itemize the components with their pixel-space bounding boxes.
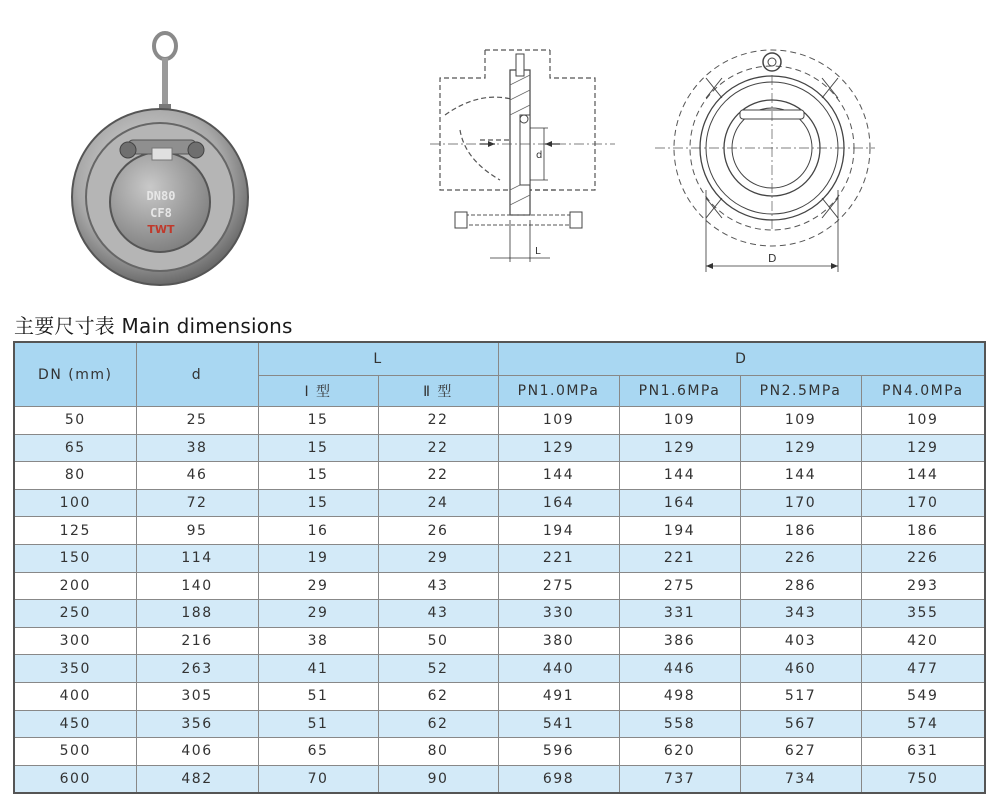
cell-d-pn25: 226 [740,544,861,572]
main-dimensions-table [13,341,986,794]
table-row [14,572,985,600]
cell-dn: 600 [14,765,136,793]
header-D-pn25: PN2.5MPa [740,376,861,407]
photo-mark-brand: TWT [147,223,175,236]
cell-l-type-2: 22 [378,434,498,462]
cell-dn: 125 [14,517,136,545]
cell-d: 406 [136,738,258,766]
table-heading: 主要尺寸表 Main dimensions [14,314,293,338]
table-row [14,655,985,683]
cell-l-type-2: 29 [378,544,498,572]
cell-d-pn25: 109 [740,407,861,435]
front-view-drawing [650,40,880,280]
cell-d-pn25: 129 [740,434,861,462]
header-D-pn10: PN1.0MPa [498,376,619,407]
cell-d-pn40: 226 [861,544,985,572]
cell-l-type-2: 90 [378,765,498,793]
cell-dn: 150 [14,544,136,572]
cell-d-pn10: 144 [498,462,619,490]
cell-d-pn16: 331 [619,600,740,628]
cell-d-pn16: 144 [619,462,740,490]
cell-d-pn10: 491 [498,682,619,710]
cell-l-type-1: 15 [258,434,378,462]
cell-d: 46 [136,462,258,490]
header-L-type-2: Ⅱ 型 [378,376,498,407]
cell-d-pn16: 275 [619,572,740,600]
cell-d-pn25: 170 [740,489,861,517]
cell-d-pn25: 517 [740,682,861,710]
header-d: d [136,342,258,407]
header-L-type-1: Ⅰ 型 [258,376,378,407]
cell-d-pn10: 194 [498,517,619,545]
cell-d: 38 [136,434,258,462]
cell-d-pn16: 109 [619,407,740,435]
cell-d: 305 [136,682,258,710]
cell-l-type-1: 15 [258,462,378,490]
cell-d-pn10: 440 [498,655,619,683]
cell-d: 114 [136,544,258,572]
cell-d-pn16: 386 [619,627,740,655]
cell-d-pn25: 567 [740,710,861,738]
table-row [14,682,985,710]
cell-l-type-2: 43 [378,600,498,628]
header-D-pn40: PN4.0MPa [861,376,985,407]
cell-d-pn40: 750 [861,765,985,793]
cell-d-pn25: 627 [740,738,861,766]
cell-d: 216 [136,627,258,655]
cell-d: 72 [136,489,258,517]
cell-d-pn25: 144 [740,462,861,490]
photo-mark-size: DN80 [146,189,176,203]
cell-l-type-1: 38 [258,627,378,655]
cell-dn: 100 [14,489,136,517]
cell-l-type-2: 22 [378,462,498,490]
cell-dn: 300 [14,627,136,655]
cell-d-pn10: 164 [498,489,619,517]
table-row [14,462,985,490]
section-dim-l-label: L [535,246,541,257]
cell-d-pn40: 420 [861,627,985,655]
cell-d-pn40: 129 [861,434,985,462]
cell-l-type-1: 51 [258,710,378,738]
cell-d-pn16: 558 [619,710,740,738]
cell-dn: 200 [14,572,136,600]
cell-d-pn25: 343 [740,600,861,628]
cell-d-pn16: 221 [619,544,740,572]
cell-l-type-1: 29 [258,600,378,628]
header-L: L [258,342,498,376]
table-row [14,710,985,738]
header-D-pn16: PN1.6MPa [619,376,740,407]
cell-dn: 450 [14,710,136,738]
cell-d: 95 [136,517,258,545]
cell-d: 25 [136,407,258,435]
cell-d-pn10: 275 [498,572,619,600]
table-row [14,489,985,517]
cell-l-type-2: 43 [378,572,498,600]
cell-l-type-1: 15 [258,489,378,517]
cell-l-type-2: 22 [378,407,498,435]
front-dim-d-label: D [768,252,777,265]
cell-d-pn10: 380 [498,627,619,655]
cell-d-pn16: 620 [619,738,740,766]
cell-d-pn16: 498 [619,682,740,710]
section-dim-d-label: d [536,150,543,161]
cell-d-pn40: 477 [861,655,985,683]
table-row [14,600,985,628]
table-row [14,434,985,462]
photo-mark-material: CF8 [150,206,172,220]
cell-d-pn40: 144 [861,462,985,490]
header-dn: DN (mm) [14,342,136,407]
header-row-1 [14,342,985,376]
cell-d-pn10: 698 [498,765,619,793]
cell-d: 482 [136,765,258,793]
cell-l-type-2: 80 [378,738,498,766]
cell-l-type-1: 15 [258,407,378,435]
cell-l-type-1: 51 [258,682,378,710]
cell-d-pn10: 541 [498,710,619,738]
cell-dn: 250 [14,600,136,628]
cell-d: 188 [136,600,258,628]
cell-d-pn10: 330 [498,600,619,628]
cell-dn: 65 [14,434,136,462]
cell-l-type-2: 26 [378,517,498,545]
cell-dn: 50 [14,407,136,435]
section-view-drawing [420,40,620,270]
cell-d-pn16: 194 [619,517,740,545]
cell-l-type-1: 41 [258,655,378,683]
cell-d-pn16: 446 [619,655,740,683]
table-row [14,627,985,655]
cell-dn: 400 [14,682,136,710]
cell-d-pn40: 109 [861,407,985,435]
table-body [14,407,985,794]
cell-l-type-2: 50 [378,627,498,655]
cell-d-pn40: 574 [861,710,985,738]
cell-l-type-1: 70 [258,765,378,793]
cell-d: 140 [136,572,258,600]
cell-l-type-2: 62 [378,710,498,738]
cell-d-pn40: 631 [861,738,985,766]
cell-d-pn16: 129 [619,434,740,462]
header-D: D [498,342,985,376]
cell-dn: 500 [14,738,136,766]
cell-d-pn25: 734 [740,765,861,793]
cell-d: 263 [136,655,258,683]
cell-d-pn40: 355 [861,600,985,628]
cell-d-pn10: 129 [498,434,619,462]
cell-l-type-1: 65 [258,738,378,766]
cell-l-type-2: 62 [378,682,498,710]
cell-l-type-1: 16 [258,517,378,545]
cell-d-pn25: 403 [740,627,861,655]
cell-dn: 80 [14,462,136,490]
table-row [14,407,985,435]
cell-d-pn16: 164 [619,489,740,517]
cell-dn: 350 [14,655,136,683]
table-row [14,765,985,793]
cell-d-pn40: 186 [861,517,985,545]
cell-d-pn40: 170 [861,489,985,517]
product-figures [0,0,1000,300]
cell-l-type-2: 24 [378,489,498,517]
cell-d: 356 [136,710,258,738]
cell-d-pn10: 109 [498,407,619,435]
cell-l-type-2: 52 [378,655,498,683]
cell-l-type-1: 29 [258,572,378,600]
valve-photo [60,22,260,292]
cell-l-type-1: 19 [258,544,378,572]
cell-d-pn40: 549 [861,682,985,710]
cell-d-pn10: 596 [498,738,619,766]
cell-d-pn25: 286 [740,572,861,600]
cell-d-pn25: 460 [740,655,861,683]
cell-d-pn40: 293 [861,572,985,600]
table-row [14,517,985,545]
cell-d-pn16: 737 [619,765,740,793]
cell-d-pn10: 221 [498,544,619,572]
table-row [14,544,985,572]
cell-d-pn25: 186 [740,517,861,545]
table-row [14,738,985,766]
